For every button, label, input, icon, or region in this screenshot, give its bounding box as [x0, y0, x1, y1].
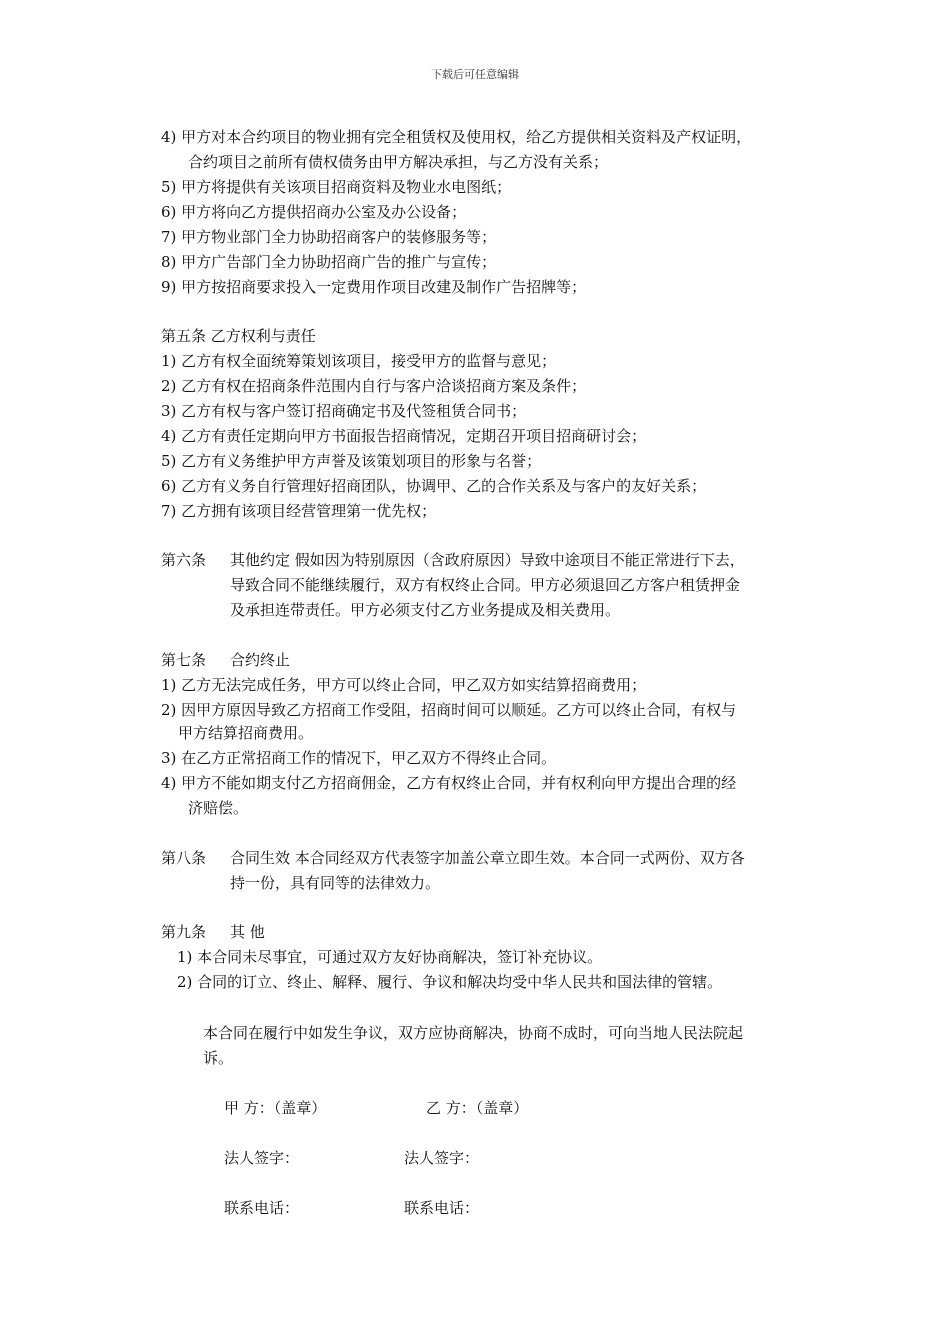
article7-line: 济赔偿。: [188, 799, 249, 817]
article8-line: 合同生效 本合同经双方代表签字加盖公章立即生效。本合同一式两份、双方各: [230, 849, 745, 867]
duty-line: 8) 甲方广告部门全力协助招商广告的推广与宣传；: [161, 253, 497, 271]
article7-line: 3) 在乙方正常招商工作的情况下，甲乙双方不得终止合同。: [161, 749, 557, 767]
duty-line: 6) 甲方将向乙方提供招商办公室及办公设备；: [161, 203, 467, 221]
article7-line: 1) 乙方无法完成任务，甲方可以终止合同，甲乙双方如实结算招商费用；: [161, 676, 647, 694]
dispute-line: 本合同在履行中如发生争议，双方应协商解决，协商不成时，可向当地人民法院起: [203, 1024, 744, 1042]
duty-line: 9) 甲方按招商要求投入一定费用作项目改建及制作广告招牌等；: [161, 278, 587, 296]
duty-line: 合约项目之前所有债权债务由甲方解决承担，与乙方没有关系；: [188, 153, 609, 171]
duty-line: 7) 甲方物业部门全力协助招商客户的装修服务等；: [161, 228, 497, 246]
article7-title: 合约终止: [230, 651, 291, 669]
party-b-legal-rep-label: 法人签字：: [404, 1149, 480, 1167]
article9-item: 2) 合同的订立、终止、解释、履行、争议和解决均受中华人民共和国法律的管辖。: [177, 973, 723, 991]
article7-label: 第七条: [161, 651, 207, 669]
article5-item: 7) 乙方拥有该项目经营管理第一优先权；: [161, 502, 437, 520]
article5-item: 1) 乙方有权全面统筹策划该项目，接受甲方的监督与意见；: [161, 352, 557, 370]
article6-label: 第六条: [161, 551, 207, 569]
article5-item: 3) 乙方有权与客户签订招商确定书及代签租赁合同书；: [161, 402, 527, 420]
dispute-line: 诉。: [203, 1049, 234, 1067]
article5-title: 第五条 乙方权利与责任: [161, 327, 316, 345]
article7-line: 4) 甲方不能如期支付乙方招商佣金，乙方有权终止合同，并有权利向甲方提出合理的经: [161, 774, 737, 792]
article7-line: 甲方结算招商费用。: [178, 724, 314, 742]
article6-line: 及承担连带责任。甲方必须支付乙方业务提成及相关费用。: [230, 601, 621, 619]
article6-line: 导致合同不能继续履行，双方有权终止合同。甲方必须退回乙方客户租赁押金: [230, 576, 741, 594]
article8-line: 持一份，具有同等的法律效力。: [230, 874, 441, 892]
article8-label: 第八条: [161, 849, 207, 867]
article6-line: 其他约定 假如因为特别原因（含政府原因）导致中途项目不能正常进行下去，: [230, 551, 745, 569]
party-b-phone-label: 联系电话：: [404, 1199, 480, 1217]
article9-title: 其 他: [230, 923, 265, 941]
article9-item: 1) 本合同未尽事宜，可通过双方友好协商解决，签订补充协议。: [177, 948, 603, 966]
party-a-legal-rep-label: 法人签字：: [224, 1149, 300, 1167]
party-a-seal-label: 甲 方：（盖章）: [224, 1099, 327, 1117]
party-a-phone-label: 联系电话：: [224, 1199, 300, 1217]
article5-item: 5) 乙方有义务维护甲方声誉及该策划项目的形象与名誉；: [161, 452, 542, 470]
party-b-seal-label: 乙 方：（盖章）: [426, 1099, 529, 1117]
duty-line: 5) 甲方将提供有关该项目招商资料及物业水电图纸；: [161, 178, 512, 196]
article5-item: 6) 乙方有义务自行管理好招商团队，协调甲、乙的合作关系及与客户的友好关系；: [161, 477, 707, 495]
duty-line: 4) 甲方对本合约项目的物业拥有完全租赁权及使用权，给乙方提供相关资料及产权证明，: [161, 128, 752, 146]
article7-line: 2) 因甲方原因导致乙方招商工作受阻，招商时间可以顺延。乙方可以终止合同，有权与: [161, 701, 737, 719]
page-header: 下载后可任意编辑: [431, 68, 519, 81]
article9-label: 第九条: [161, 923, 207, 941]
article5-item: 4) 乙方有责任定期向甲方书面报告招商情况，定期召开项目招商研讨会；: [161, 427, 647, 445]
article5-item: 2) 乙方有权在招商条件范围内自行与客户洽谈招商方案及条件；: [161, 377, 587, 395]
